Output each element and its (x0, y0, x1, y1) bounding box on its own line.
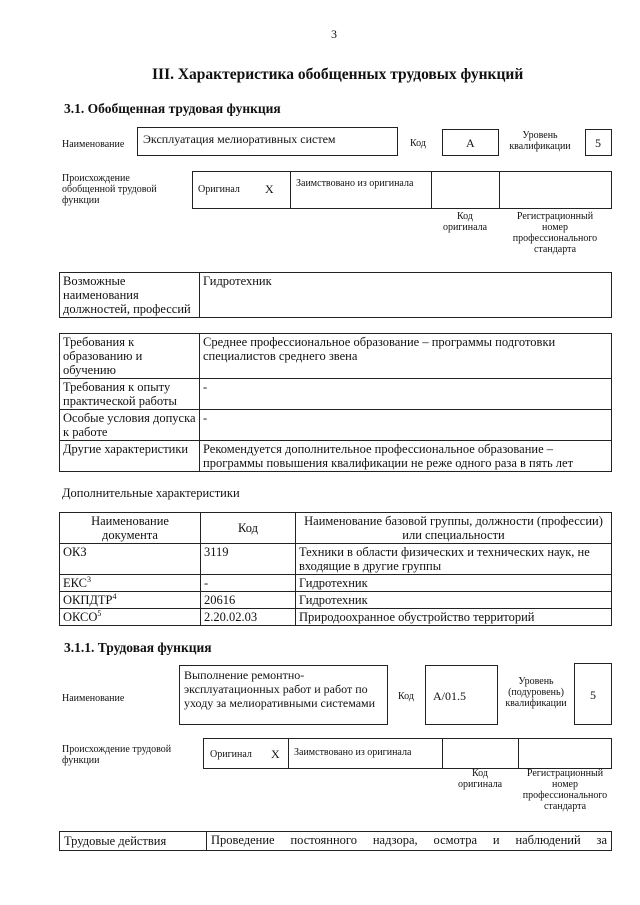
tf-name-label: Наименование (62, 693, 125, 704)
tf-name-value: Выполнение ремонтно-эксплуатационных работ и работ по уходу за мелиоративными системами (184, 668, 376, 710)
additional-name: Гидротехник (296, 575, 612, 592)
tf-name-box (179, 665, 388, 725)
gtf-borrowed-label: Заимствовано из оригинала (296, 178, 414, 189)
gtf-name-label: Наименование (62, 139, 125, 150)
req-special-label: Особые условия допуска к работе (60, 410, 200, 441)
additional-row (60, 592, 612, 609)
tf-orig-code-caption: Код оригинала (457, 768, 503, 790)
gtf-original-mark: X (265, 182, 274, 196)
additional-header-code: Код (201, 513, 296, 544)
gtf-original-label: Оригинал (198, 184, 240, 195)
tf-level-value: 5 (590, 688, 596, 702)
additional-title: Дополнительные характеристики (62, 486, 240, 500)
subsection-3-1-title: 3.1. Обобщенная трудовая функция (64, 101, 281, 116)
tf-original-mark: X (271, 747, 280, 761)
additional-name: Техники в области физических и технических наук, не входящие в другие группы (296, 544, 612, 575)
additional-doc: ОКСО (63, 610, 98, 624)
req-special-value: - (200, 410, 612, 441)
tf-code-label: Код (398, 691, 414, 702)
gtf-code-box (442, 129, 499, 156)
additional-header-name: Наименование базовой группы, должности (профессии) или специальности (296, 513, 612, 544)
gtf-origin-table (192, 171, 612, 209)
tf-level-label: Уровень (подуровень) квалификации (505, 676, 567, 709)
labor-actions-table (59, 831, 612, 851)
gtf-level-box (585, 129, 612, 156)
footnote-ref: 5 (97, 608, 102, 618)
labor-actions-label: Трудовые действия (64, 834, 167, 848)
gtf-reg-num-caption: Регистрационный номер профессионального стандарта (512, 211, 598, 255)
req-other-label: Другие характеристики (60, 441, 200, 472)
tf-level-box (574, 663, 612, 725)
tf-original-label: Оригинал (210, 749, 252, 760)
tf-origin-label: Происхождение трудовой функции (62, 744, 172, 766)
additional-code: 3119 (201, 544, 296, 575)
additional-doc: ОКПДТР (63, 593, 113, 607)
additional-code: 2.20.02.03 (201, 609, 296, 626)
req-experience-label: Требования к опыту практической работы (60, 379, 200, 410)
gtf-level-value: 5 (595, 136, 601, 150)
additional-row (60, 575, 612, 592)
positions-table (59, 272, 612, 318)
tf-borrowed-label: Заимствовано из оригинала (294, 747, 412, 758)
subsection-3-1-1-title: 3.1.1. Трудовая функция (64, 640, 212, 655)
req-experience-value: - (200, 379, 612, 410)
req-education-label: Требования к образованию и обучению (60, 334, 200, 379)
tf-origin-table (203, 738, 612, 769)
footnote-ref: 3 (87, 574, 91, 584)
additional-name: Гидротехник (296, 592, 612, 609)
additional-doc: ЕКС (63, 576, 87, 590)
additional-doc: ОКЗ (63, 545, 87, 559)
gtf-code-value: А (466, 136, 475, 150)
requirements-table (59, 333, 612, 472)
req-education-value: Среднее профессиональное образование – программы подготовки специалистов среднего звена (200, 334, 612, 379)
positions-value: Гидротехник (200, 273, 612, 318)
additional-code: 20616 (201, 592, 296, 609)
additional-row (60, 609, 612, 626)
additional-code: - (201, 575, 296, 592)
gtf-name-box (137, 127, 398, 156)
labor-actions-value: Проведение постоянного надзора, осмотра и наблюдений за (211, 833, 607, 847)
additional-header-doc: Наименование документа (60, 513, 201, 544)
tf-reg-num-caption: Регистрационный номер профессионального стандарта (522, 768, 608, 812)
gtf-name-value: Эксплуатация мелиоративных систем (143, 132, 336, 146)
additional-name: Природоохранное обустройство территорий (296, 609, 612, 626)
section-title: III. Характеристика обобщенных трудовых функций (152, 66, 524, 83)
gtf-origin-label: Происхождение обобщенной трудовой функции (62, 173, 157, 206)
page-number: 3 (331, 27, 337, 41)
footnote-ref: 4 (112, 591, 117, 601)
req-other-value: Рекомендуется дополнительное профессиональное образование – программы повышения квалификации не реже одного раза в пять лет (200, 441, 612, 472)
gtf-level-label: Уровень квалификации (509, 130, 571, 152)
additional-table (59, 512, 612, 626)
tf-code-value: А/01.5 (433, 689, 466, 703)
gtf-orig-code-caption: Код оригинала (442, 211, 488, 233)
positions-label: Возможные наименования должностей, профессий (60, 273, 200, 318)
tf-code-box (425, 665, 498, 725)
gtf-code-label: Код (410, 138, 426, 149)
additional-row (60, 544, 612, 575)
